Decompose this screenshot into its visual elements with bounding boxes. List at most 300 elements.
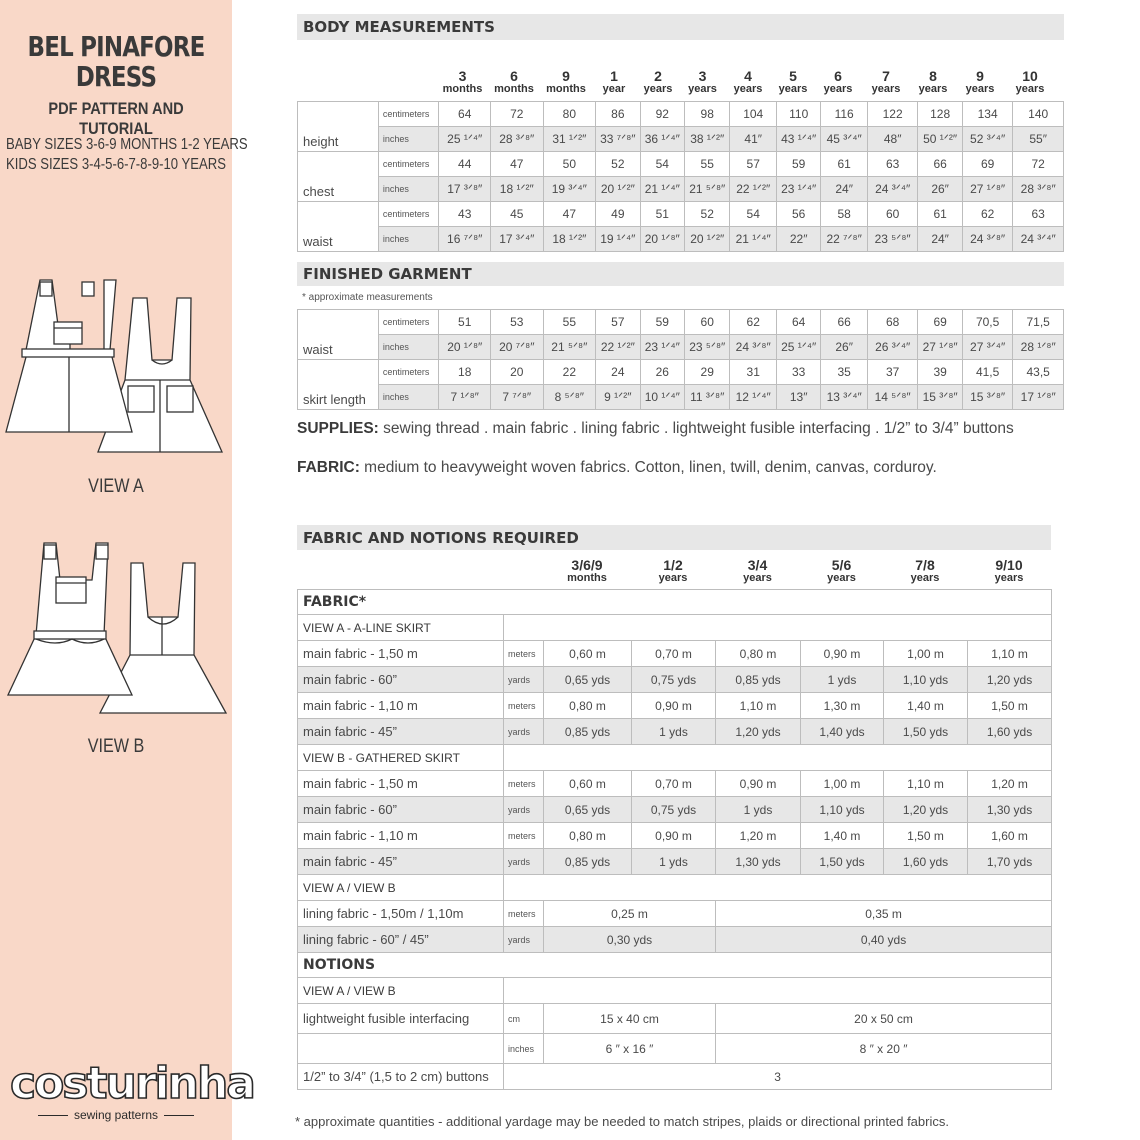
value-cell: 0,90 m (716, 771, 801, 797)
value-cell: 1,20 m (968, 771, 1052, 797)
fabric-table-row (298, 797, 1052, 823)
value-cell: 1,60 yds (968, 719, 1052, 745)
fabric-size-header-row (543, 559, 1051, 585)
value-cell: 1,40 m (884, 693, 968, 719)
fabric-table-row (298, 641, 1052, 667)
size-header (967, 559, 1051, 585)
value-cell: 56 (776, 202, 820, 227)
unit-cell: centimeters (378, 360, 439, 385)
value-cell: 0,90 m (801, 641, 884, 667)
fabric-label-cell: main fabric - 60” (298, 667, 504, 693)
value-cell: 50 ¹ᐟ²″ (918, 127, 962, 152)
value-cell: 13″ (776, 385, 820, 410)
value-cell: 128 (918, 102, 962, 127)
logo-tagline (10, 1108, 222, 1122)
size-number: 4 (744, 68, 752, 84)
value-cell: 1,10 m (884, 771, 968, 797)
value-cell: 0,85 yds (716, 667, 801, 693)
value-cell: 64 (776, 310, 820, 335)
value-cell: 52 (685, 202, 730, 227)
value-cell: 1,50 yds (884, 719, 968, 745)
logo-wordmark: costurinha (10, 1058, 254, 1109)
value-cell: 0,85 yds (544, 849, 632, 875)
value-cell: 24″ (918, 227, 962, 252)
size-number: 5/6 (831, 557, 852, 573)
tagline-text: sewing patterns (73, 1108, 159, 1122)
measurement-row (298, 385, 1064, 410)
value-cell: 25 ¹ᐟ⁴″ (776, 335, 820, 360)
fabric-table-row (298, 745, 1052, 771)
value-cell: 98 (685, 102, 730, 127)
value-cell: 12 ¹ᐟ⁴″ (730, 385, 776, 410)
size-header (955, 70, 1005, 96)
supplies-line (297, 420, 1014, 438)
supplies-label: SUPPLIES: (297, 420, 379, 437)
fabric-table-row (298, 953, 1052, 978)
value-cell: 53 (491, 310, 544, 335)
size-number: 1 (610, 68, 618, 84)
lining-label-cell: lining fabric - 1,50m / 1,10m (298, 901, 504, 927)
value-cell: 0,40 yds (716, 927, 1052, 953)
value-cell: 61 (918, 202, 962, 227)
value-cell: 71,5 (1013, 310, 1064, 335)
value-cell: 60 (867, 202, 918, 227)
notions-view-heading: VIEW A / VIEW B (298, 978, 504, 1004)
value-cell: 1,30 yds (968, 797, 1052, 823)
fabric-line (297, 459, 937, 477)
empty-cell (298, 1034, 504, 1064)
value-cell: 0,75 yds (632, 797, 716, 823)
size-number: 8 (929, 68, 937, 84)
value-cell: 20 ¹ᐟ⁸″ (439, 335, 491, 360)
value-cell: 13 ³ᐟ⁴″ (821, 385, 867, 410)
fabric-table-row (298, 849, 1052, 875)
value-cell: 104 (730, 102, 776, 127)
value-cell: 0,75 yds (632, 667, 716, 693)
fabric-footnote: * approximate quantities - additional yardage may be needed to match stripes, plaids or directional printed fabrics. (295, 1114, 949, 1129)
interfacing-label: lightweight fusible interfacing (298, 1004, 504, 1034)
value-cell: 0,30 yds (544, 927, 716, 953)
sidebar (0, 0, 254, 1140)
fabric-label-cell: main fabric - 1,50 m (298, 771, 504, 797)
size-number: 7 (882, 68, 890, 84)
value-cell: 70,5 (962, 310, 1013, 335)
value-cell: 1,10 m (716, 693, 801, 719)
measurement-row (298, 152, 1064, 177)
fabric-table-row (298, 1064, 1052, 1090)
fabric-notions-header: FABRIC AND NOTIONS REQUIRED (297, 525, 1051, 550)
empty-cell (504, 745, 1052, 771)
fabric-label-cell: main fabric - 1,10 m (298, 823, 504, 849)
value-cell: 0,80 m (544, 823, 632, 849)
value-cell: 1,20 yds (716, 719, 801, 745)
measurement-row (298, 335, 1064, 360)
value-cell: 1,10 m (968, 641, 1052, 667)
empty-cell (504, 615, 1052, 641)
size-header (543, 559, 631, 585)
unit-cell: centimeters (378, 310, 439, 335)
value-cell: 0,25 m (544, 901, 716, 927)
value-cell: 33 ⁷ᐟ⁸″ (596, 127, 640, 152)
value-cell: 80 (543, 102, 596, 127)
measurement-row (298, 202, 1064, 227)
value-cell: 26″ (918, 177, 962, 202)
value-cell: 54 (730, 202, 776, 227)
fabric-table-row (298, 615, 1052, 641)
fabric-label-cell: main fabric - 45” (298, 719, 504, 745)
value-cell: 18 ¹ᐟ²″ (543, 227, 596, 252)
fabric-table-row (298, 719, 1052, 745)
value-cell: 0,80 m (544, 693, 632, 719)
size-header (883, 559, 967, 585)
value-cell: 44 (439, 152, 491, 177)
value-cell: 62 (962, 202, 1013, 227)
size-header (771, 70, 815, 96)
value-cell: 28 ³ᐟ⁸″ (1013, 177, 1064, 202)
unit-cell: yards (504, 927, 544, 953)
value-cell: 24 ³ᐟ⁴″ (1013, 227, 1064, 252)
unit-cell: yards (504, 719, 544, 745)
unit-cell: inches (378, 177, 439, 202)
unit-cell: inches (378, 227, 439, 252)
value-cell: 1,40 m (801, 823, 884, 849)
value-cell: 55″ (1013, 127, 1064, 152)
pattern-title-line1: BEL PINAFORE (27, 30, 205, 63)
value-cell: 1,50 m (884, 823, 968, 849)
unit-cell: meters (504, 693, 544, 719)
value-cell: 110 (776, 102, 820, 127)
value-cell: 1 yds (716, 797, 801, 823)
size-number: 7/8 (915, 557, 935, 573)
size-number: 1/2 (663, 557, 683, 573)
tagline-rule-left (38, 1115, 68, 1116)
empty-cell (504, 978, 1052, 1004)
size-number: 10 (1022, 68, 1038, 84)
size-unit: years (733, 83, 763, 95)
measurement-row (298, 227, 1064, 252)
unit-cell: inches (378, 385, 439, 410)
view-a-heading: VIEW A - A-LINE SKIRT (298, 615, 504, 641)
baby-sizes-text: BABY SIZES 3-6-9 MONTHS 1-2 YEARS (6, 136, 248, 153)
size-unit: years (910, 572, 940, 584)
size-unit: years (827, 572, 856, 584)
size-header (636, 70, 680, 96)
measurement-row (298, 360, 1064, 385)
size-unit: years (778, 83, 808, 95)
unit-cell: inches (504, 1034, 544, 1064)
fabric-label-cell: main fabric - 1,10 m (298, 693, 504, 719)
fabric-table-row (298, 667, 1052, 693)
unit-cell: meters (504, 823, 544, 849)
body-measurements-header: BODY MEASUREMENTS (297, 14, 1064, 40)
value-cell: 1,20 yds (884, 797, 968, 823)
size-number: 3 (698, 68, 707, 84)
unit-cell: inches (378, 335, 439, 360)
value-cell: 72 (491, 102, 544, 127)
fabric-table-row (298, 1004, 1052, 1034)
value-cell: 7 ⁷ᐟ⁸″ (491, 385, 544, 410)
value-cell: 69 (918, 310, 962, 335)
value-cell: 116 (821, 102, 867, 127)
size-number: 5 (789, 68, 797, 84)
value-cell: 22 ¹ᐟ²″ (596, 335, 640, 360)
value-cell: 8 ″ x 20 ″ (716, 1034, 1052, 1064)
value-cell: 0,70 m (632, 641, 716, 667)
value-cell: 51 (640, 202, 684, 227)
fabric-table-row (298, 693, 1052, 719)
pattern-title-line2: DRESS (75, 60, 157, 93)
value-cell: 45 (491, 202, 544, 227)
value-cell: 0,85 yds (544, 719, 632, 745)
value-cell: 47 (491, 152, 544, 177)
value-cell: 18 ¹ᐟ²″ (491, 177, 544, 202)
fabric-table-row (298, 771, 1052, 797)
value-cell: 69 (962, 152, 1013, 177)
value-cell: 1,70 yds (968, 849, 1052, 875)
value-cell: 19 ¹ᐟ⁴″ (596, 227, 640, 252)
size-number: 3/4 (747, 557, 768, 573)
value-cell: 140 (1013, 102, 1064, 127)
value-cell: 50 (543, 152, 596, 177)
value-cell: 1,30 yds (716, 849, 801, 875)
value-cell: 63 (1013, 202, 1064, 227)
value-cell: 58 (821, 202, 867, 227)
size-number: 6 (510, 68, 518, 84)
fabric-table-row (298, 927, 1052, 953)
value-cell: 0,80 m (716, 641, 801, 667)
value-cell: 38 ¹ᐟ²″ (685, 127, 730, 152)
size-unit: years (994, 572, 1024, 584)
finished-garment-note: * approximate measurements (302, 292, 433, 303)
unit-cell: yards (504, 849, 544, 875)
value-cell: 1,10 yds (801, 797, 884, 823)
value-cell: 1,30 m (801, 693, 884, 719)
value-cell: 51 (439, 310, 491, 335)
supplies-text: sewing thread . main fabric . lining fabric . lightweight fusible interfacing . 1/2” to 3/4” buttons (378, 420, 1014, 437)
size-unit: years (823, 83, 853, 95)
size-header (715, 559, 800, 585)
value-cell: 41,5 (962, 360, 1013, 385)
value-cell: 0,60 m (544, 771, 632, 797)
value-cell: 8 ⁵ᐟ⁸″ (543, 385, 596, 410)
unit-cell: meters (504, 771, 544, 797)
value-cell: 1,00 m (801, 771, 884, 797)
fabric-text: medium to heavyweight woven fabrics. Cotton, linen, twill, denim, canvas, corduroy. (359, 459, 937, 476)
size-unit: months (442, 83, 483, 95)
value-cell: 45 ³ᐟ⁴″ (821, 127, 867, 152)
size-unit: months (546, 83, 586, 95)
value-cell: 122 (867, 102, 918, 127)
value-cell: 24 (596, 360, 640, 385)
value-cell: 86 (596, 102, 640, 127)
size-header (911, 70, 955, 96)
value-cell: 14 ⁵ᐟ⁸″ (867, 385, 918, 410)
size-unit: years (871, 83, 901, 95)
value-cell: 68 (867, 310, 918, 335)
unit-cell: centimeters (378, 102, 439, 127)
value-cell: 0,65 yds (544, 667, 632, 693)
empty-cell (504, 875, 1052, 901)
value-cell: 43,5 (1013, 360, 1064, 385)
value-cell: 7 ¹ᐟ⁸″ (439, 385, 491, 410)
value-cell: 20 ⁷ᐟ⁸″ (491, 335, 544, 360)
value-cell: 20 ¹ᐟ²″ (596, 177, 640, 202)
size-number: 6 (834, 68, 842, 84)
unit-cell: inches (378, 127, 439, 152)
value-cell: 0,90 m (632, 823, 716, 849)
size-unit: years (743, 572, 772, 584)
value-cell: 0,60 m (544, 641, 632, 667)
measurement-row (298, 177, 1064, 202)
value-cell: 1,50 yds (801, 849, 884, 875)
unit-cell: centimeters (378, 152, 439, 177)
value-cell: 21 ⁵ᐟ⁸″ (543, 335, 596, 360)
value-cell: 54 (640, 152, 684, 177)
value-cell: 18 (439, 360, 491, 385)
value-cell: 10 ¹ᐟ⁴″ (640, 385, 684, 410)
size-number: 3/6/9 (571, 557, 603, 573)
value-cell: 35 (821, 360, 867, 385)
size-header (861, 70, 911, 96)
size-unit: months (567, 572, 607, 584)
value-cell: 16 ⁷ᐟ⁸″ (439, 227, 491, 252)
value-cell: 1 yds (632, 719, 716, 745)
value-cell: 1,20 m (716, 823, 801, 849)
size-unit: years (658, 572, 688, 584)
measurement-label: height (298, 102, 379, 152)
size-header (488, 70, 540, 96)
fabric-table-row (298, 901, 1052, 927)
value-cell: 55 (543, 310, 596, 335)
value-cell: 24 ³ᐟ⁸″ (962, 227, 1013, 252)
value-cell: 21 ⁵ᐟ⁸″ (685, 177, 730, 202)
value-cell: 20 (491, 360, 544, 385)
value-cell: 23 ⁵ᐟ⁸″ (685, 335, 730, 360)
unit-cell: yards (504, 797, 544, 823)
value-cell: 1 yds (801, 667, 884, 693)
value-cell: 17 ³ᐟ⁸″ (439, 177, 491, 202)
measurement-row (298, 127, 1064, 152)
size-unit: months (494, 83, 534, 95)
unit-cell: cm (504, 1004, 544, 1034)
size-header (631, 559, 715, 585)
size-header (437, 70, 488, 96)
value-cell: 36 ¹ᐟ⁴″ (640, 127, 684, 152)
value-cell: 37 (867, 360, 918, 385)
value-cell: 55 (685, 152, 730, 177)
size-unit: years (918, 83, 948, 95)
body-size-header-row (437, 70, 1055, 96)
view-b-label: VIEW B (87, 736, 145, 757)
value-cell: 21 ¹ᐟ⁴″ (730, 227, 776, 252)
view-ab-heading: VIEW A / VIEW B (298, 875, 504, 901)
pattern-subtitle: PDF PATTERN AND TUTORIAL (48, 99, 184, 138)
value-cell: 66 (821, 310, 867, 335)
unit-cell: centimeters (378, 202, 439, 227)
size-header (680, 70, 725, 96)
value-cell: 43 ¹ᐟ⁴″ (776, 127, 820, 152)
value-cell: 1,50 m (968, 693, 1052, 719)
finished-garment-table (297, 309, 1064, 410)
body-measurements-table (297, 101, 1064, 252)
value-cell: 49 (596, 202, 640, 227)
value-cell: 26 (640, 360, 684, 385)
value-cell: 52 (596, 152, 640, 177)
value-cell: 20 x 50 cm (716, 1004, 1052, 1034)
value-cell: 28 ¹ᐟ⁸″ (1013, 335, 1064, 360)
value-cell: 15 ³ᐟ⁸″ (962, 385, 1013, 410)
fabric-label-cell: main fabric - 45” (298, 849, 504, 875)
view-b-dress-illustration (0, 535, 232, 720)
value-cell: 61 (821, 152, 867, 177)
value-cell: 66 (918, 152, 962, 177)
value-cell: 47 (543, 202, 596, 227)
value-cell: 19 ³ᐟ⁴″ (543, 177, 596, 202)
fabric-table-row (298, 590, 1052, 615)
value-cell: 9 ¹ᐟ²″ (596, 385, 640, 410)
value-cell: 27 ³ᐟ⁴″ (962, 335, 1013, 360)
value-cell: 23 ¹ᐟ⁴″ (640, 335, 684, 360)
value-cell: 23 ⁵ᐟ⁸″ (867, 227, 918, 252)
value-cell: 20 ¹ᐟ⁸″ (640, 227, 684, 252)
value-cell: 23 ¹ᐟ⁴″ (776, 177, 820, 202)
value-cell: 48″ (867, 127, 918, 152)
fabric-table-row (298, 978, 1052, 1004)
value-cell: 31 (730, 360, 776, 385)
unit-cell: meters (504, 901, 544, 927)
size-unit: year (602, 83, 626, 95)
value-cell: 52 ³ᐟ⁴″ (962, 127, 1013, 152)
measurement-label: waist (298, 202, 379, 252)
value-cell: 1,40 yds (801, 719, 884, 745)
unit-cell: meters (504, 641, 544, 667)
value-cell: 92 (640, 102, 684, 127)
value-cell: 59 (776, 152, 820, 177)
value-cell: 22 (543, 360, 596, 385)
tagline-rule-right (164, 1115, 194, 1116)
value-cell: 60 (685, 310, 730, 335)
finished-garment-header: FINISHED GARMENT (297, 262, 1064, 286)
value-cell: 62 (730, 310, 776, 335)
unit-cell: yards (504, 667, 544, 693)
size-number: 9 (976, 68, 984, 84)
value-cell: 29 (685, 360, 730, 385)
size-header (1005, 70, 1055, 96)
size-header (592, 70, 636, 96)
fabric-table-row (298, 875, 1052, 901)
value-cell: 0,70 m (632, 771, 716, 797)
value-cell: 59 (640, 310, 684, 335)
size-number: 2 (654, 68, 662, 84)
value-cell: 6 ″ x 16 ″ (544, 1034, 716, 1064)
value-cell: 1 yds (632, 849, 716, 875)
fabric-heading: FABRIC* (298, 590, 1052, 615)
value-cell: 17 ¹ᐟ⁸″ (1013, 385, 1064, 410)
fabric-label-cell: main fabric - 1,50 m (298, 641, 504, 667)
value-cell: 24 ³ᐟ⁴″ (867, 177, 918, 202)
value-cell: 24″ (821, 177, 867, 202)
value-cell: 22 ⁷ᐟ⁸″ (821, 227, 867, 252)
value-cell: 21 ¹ᐟ⁴″ (640, 177, 684, 202)
value-cell: 1,00 m (884, 641, 968, 667)
value-cell: 0,35 m (716, 901, 1052, 927)
value-cell: 43 (439, 202, 491, 227)
value-cell: 28 ³ᐟ⁸″ (491, 127, 544, 152)
size-unit: years (688, 83, 717, 95)
size-unit: years (965, 83, 995, 95)
value-cell: 39 (918, 360, 962, 385)
value-cell: 0,65 yds (544, 797, 632, 823)
